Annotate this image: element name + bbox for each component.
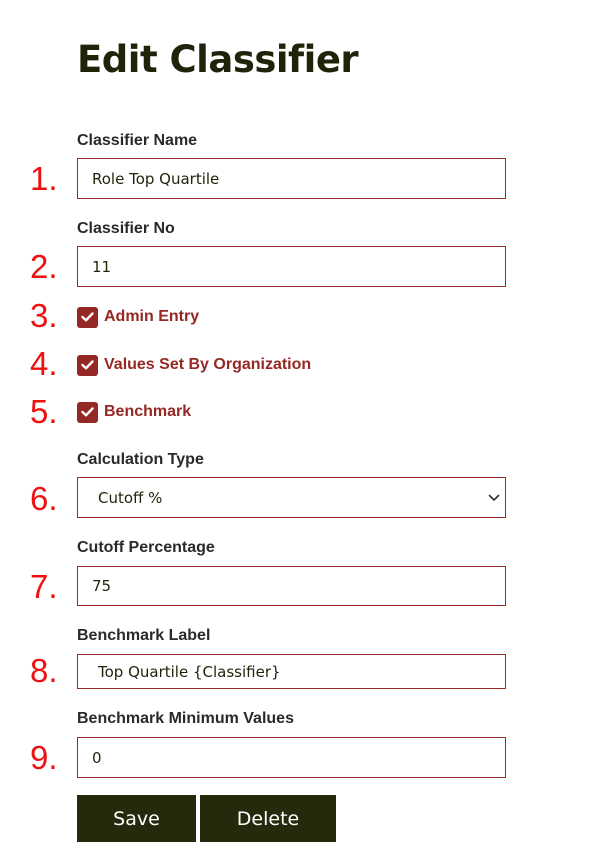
benchmark-label-value: Top Quartile {Classifier} (98, 662, 281, 681)
benchmark-min-values-input[interactable] (77, 737, 506, 778)
admin-entry-label[interactable]: Admin Entry (104, 308, 200, 325)
benchmark-row (77, 401, 191, 423)
classifier-name-value: Role Top Quartile (92, 169, 220, 188)
marker-1: 1. (30, 160, 58, 197)
marker-5: 5. (30, 393, 58, 430)
marker-9: 9. (30, 739, 58, 776)
marker-8: 8. (30, 652, 58, 689)
save-button[interactable]: Save (77, 795, 196, 842)
admin-entry-checkbox[interactable] (77, 307, 98, 328)
values-set-by-organization-row (77, 354, 311, 376)
cutoff-percentage-input[interactable] (77, 566, 506, 606)
check-icon (81, 407, 94, 417)
calculation-type-value: Cutoff % (98, 488, 163, 507)
classifier-no-input[interactable] (77, 246, 506, 287)
marker-2: 2. (30, 248, 58, 285)
classifier-name-label: Classifier Name (77, 132, 198, 149)
cutoff-percentage-label: Cutoff Percentage (77, 539, 215, 556)
benchmark-min-values-label: Benchmark Minimum Values (77, 710, 294, 727)
benchmark-label-label: Benchmark Label (77, 627, 211, 644)
values-set-by-organization-label[interactable]: Values Set By Organization (104, 356, 312, 373)
benchmark-min-values-value: 0 (92, 748, 102, 767)
marker-7: 7. (30, 568, 58, 605)
benchmark-label-text[interactable]: Benchmark (104, 403, 192, 420)
chevron-down-icon (483, 494, 505, 502)
values-set-by-organization-checkbox[interactable] (77, 355, 98, 376)
benchmark-label-input[interactable] (77, 654, 506, 689)
page-title: Edit Classifier (77, 38, 359, 81)
classifier-no-label: Classifier No (77, 220, 175, 237)
marker-4: 4. (30, 345, 58, 382)
marker-6: 6. (30, 480, 58, 517)
cutoff-percentage-value: 75 (92, 577, 112, 595)
admin-entry-row (77, 306, 199, 328)
check-icon (81, 312, 94, 322)
check-icon (81, 360, 94, 370)
calculation-type-label: Calculation Type (77, 451, 204, 468)
classifier-no-value: 11 (92, 257, 112, 276)
marker-3: 3. (30, 297, 58, 334)
benchmark-checkbox[interactable] (77, 402, 98, 423)
delete-button[interactable]: Delete (200, 795, 336, 842)
calculation-type-select[interactable] (77, 477, 506, 518)
classifier-name-input[interactable] (77, 158, 506, 199)
